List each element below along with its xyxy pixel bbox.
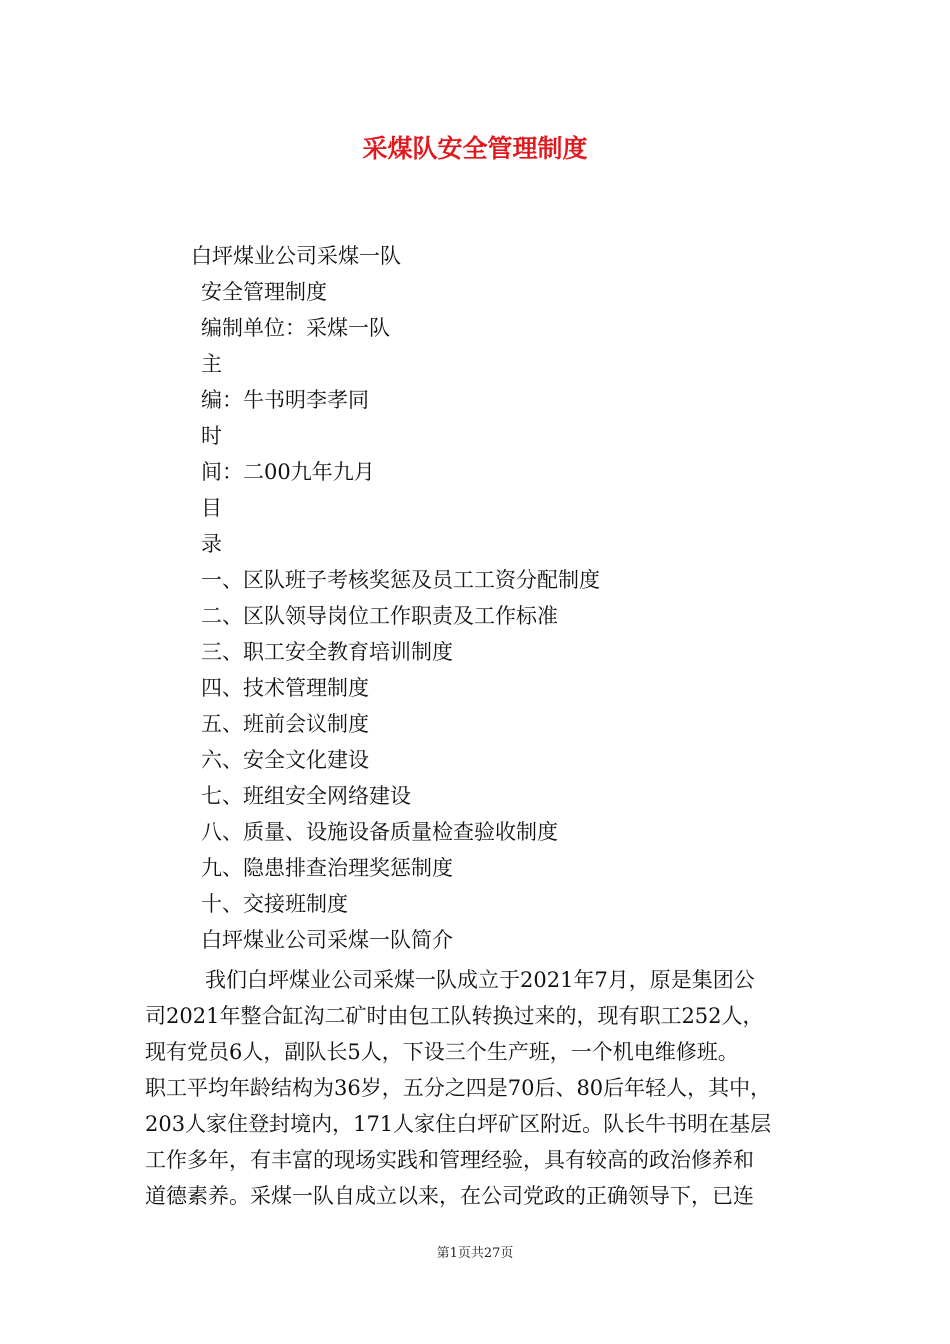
intro-heading: 白坪煤业公司采煤一队简介	[201, 928, 453, 952]
toc-item: 八、质量、设施设备质量检查验收制度	[201, 820, 558, 844]
time-line: 间：二00九年九月	[201, 460, 375, 484]
toc-label-char-1: 目	[201, 496, 222, 520]
intro-line: 职工平均年龄结构为36岁，五分之四是70后、80后年轻人，其中，	[145, 1076, 772, 1100]
intro-paragraph	[145, 962, 810, 1214]
intro-line: 道德素养。采煤一队自成立以来，在公司党政的正确领导下，已连	[145, 1184, 754, 1208]
toc-item: 七、班组安全网络建设	[201, 784, 411, 808]
compile-unit: 编制单位：采煤一队	[201, 316, 390, 340]
toc-item: 九、隐患排查治理奖惩制度	[201, 856, 453, 880]
company-name: 白坪煤业公司采煤一队	[191, 244, 401, 268]
editor-label-char: 主	[201, 352, 222, 376]
toc-item: 十、交接班制度	[201, 892, 348, 916]
toc-item: 四、技术管理制度	[201, 676, 369, 700]
intro-line: 工作多年，有丰富的现场实践和管理经验，具有较高的政治修养和	[145, 1148, 754, 1172]
page-number: 第1页共27页	[436, 1246, 514, 1261]
toc-item: 三、职工安全教育培训制度	[201, 640, 453, 664]
document-title: 采煤队安全管理制度	[362, 134, 588, 163]
editor-line: 编：牛书明李孝同	[201, 388, 369, 412]
toc-item: 六、安全文化建设	[201, 748, 369, 772]
toc-item: 五、班前会议制度	[201, 712, 369, 736]
intro-line: 现有党员6人，副队长5人，下设三个生产班，一个机电维修班。	[145, 1040, 739, 1064]
doc-name: 安全管理制度	[201, 280, 327, 304]
toc-item: 二、区队领导岗位工作职责及工作标准	[201, 604, 558, 628]
intro-line: 203人家住登封境内，171人家住白坪矿区附近。队长牛书明在基层	[145, 1112, 772, 1136]
time-label-char: 时	[201, 424, 222, 448]
toc-label-char-2: 录	[201, 532, 222, 556]
toc-item: 一、区队班子考核奖惩及员工工资分配制度	[201, 568, 600, 592]
intro-line: 我们白坪煤业公司采煤一队成立于2021年7月，原是集团公	[205, 968, 755, 992]
intro-line: 司2021年整合缸沟二矿时由包工队转换过来的，现有职工252人，	[145, 1004, 764, 1028]
